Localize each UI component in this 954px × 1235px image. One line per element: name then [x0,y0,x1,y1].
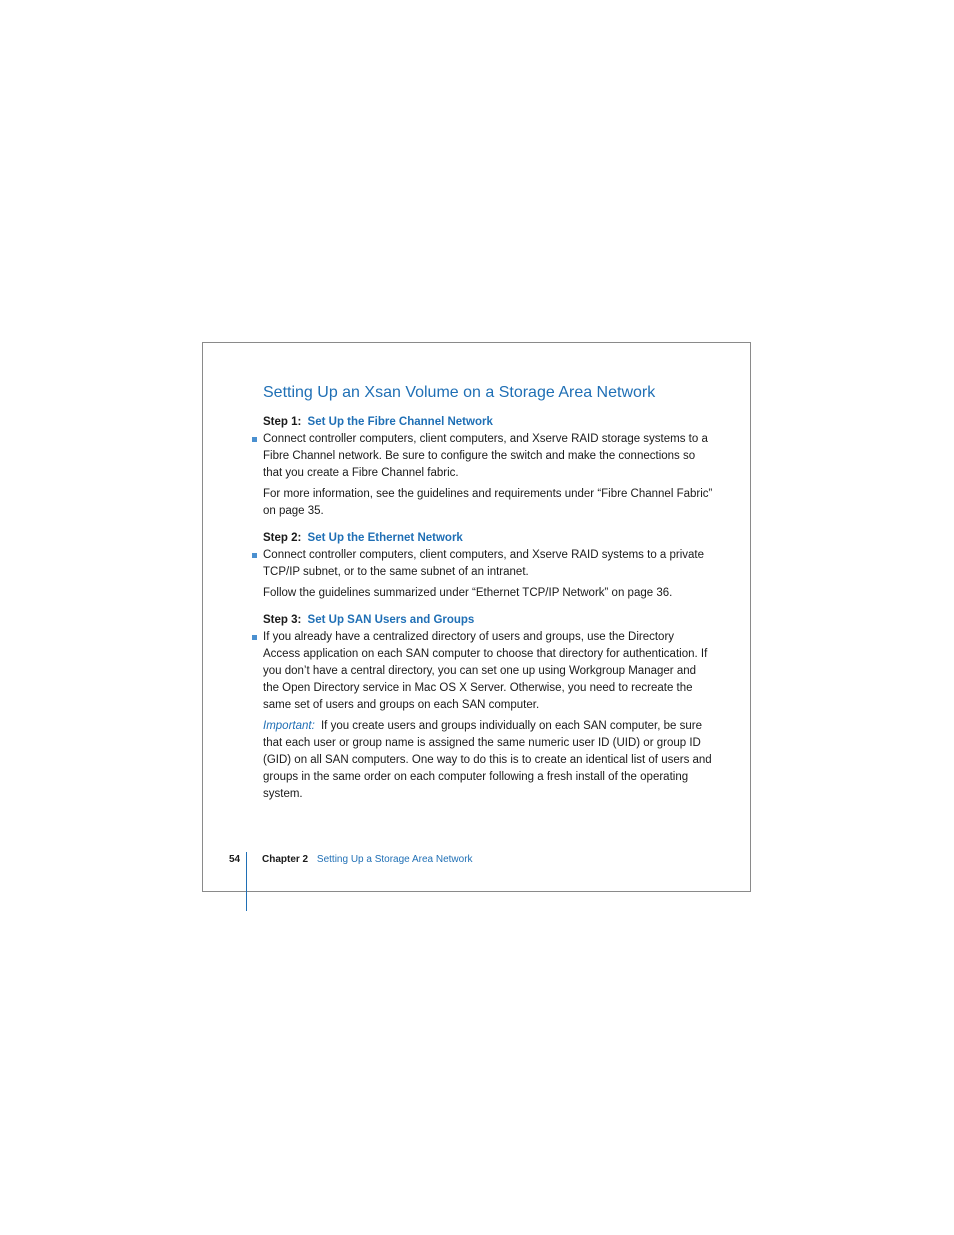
step-2-title: Set Up the Ethernet Network [307,532,463,544]
page-title: Setting Up an Xsan Volume on a Storage Area Network [263,384,656,401]
page-content [263,382,713,803]
step-1 [263,414,713,520]
step-2-bullet [263,547,713,581]
bullet-square-icon [252,553,257,558]
step-1-title: Set Up the Fibre Channel Network [307,416,493,428]
step-1-label: Step 1: [263,416,302,428]
chapter-label: Chapter 2 [262,854,309,865]
important-text: If you create users and groups individually on each SAN computer, be sure that each user or group name is assigned the same numeric user ID (UID) or group ID (GID) on all SAN computers. One way to do this is to create an identical list of users and groups in the same order on each computer following a fresh install of the operating system. [263,720,712,800]
chapter-title: Setting Up a Storage Area Network [316,854,473,865]
step-3-title: Set Up SAN Users and Groups [307,614,475,626]
step-2-note: Follow the guidelines summarized under “Ethernet TCP/IP Network” on page 36. [263,587,673,599]
step-1-bullet-text: Connect controller computers, client computers, and Xserve RAID storage systems to a Fibre Channel network. Be sure to configure the switch and make the connections so that you create a Fibre Channel fabric. [263,433,708,479]
step-3-label: Step 3: [263,614,302,626]
step-1-bullet [263,431,713,482]
step-1-heading [263,414,713,431]
step-1-note: For more information, see the guidelines and requirements under “Fibre Channel Fabric” on page 35. [263,488,713,517]
footer-chapter [262,854,473,865]
bullet-square-icon [252,437,257,442]
step-3-bullet-text: If you already have a centralized directory of users and groups, use the Directory Access application on each SAN computer to choose that directory for authentication. If you don’t have a central directory, you can set one up using Workgroup Manager and the Open Directory service in Mac OS X Server. Otherwise, you need to recreate the same set of users and groups on each SAN computer. [263,631,708,711]
bullet-square-icon [252,635,257,640]
step-3-bullet [263,629,713,714]
important-label: Important: [263,720,315,732]
step-3-heading [263,612,713,629]
step-3 [263,612,713,803]
step-2-heading [263,530,713,547]
footer-divider [246,852,247,911]
step-2-bullet-text: Connect controller computers, client computers, and Xserve RAID systems to a private TCP/IP subnet, or to the same subnet of an intranet. [263,549,705,578]
step-2-label: Step 2: [263,532,302,544]
important-note [263,718,713,803]
step-2 [263,530,713,602]
page-number: 54 [229,854,241,865]
